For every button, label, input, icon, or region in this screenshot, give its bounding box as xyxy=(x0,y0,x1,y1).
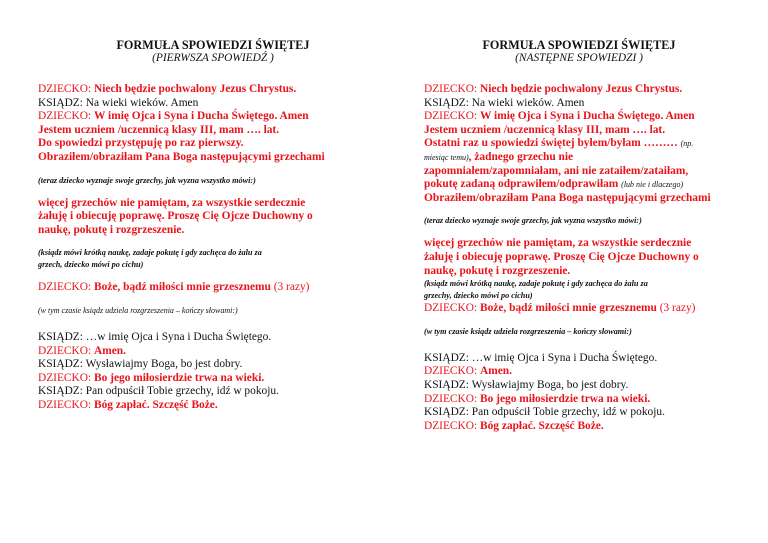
left-prayer-line-1: więcej grzechów nie pamiętam, za wszystkie serdecznie xyxy=(38,196,306,209)
left-title: FORMUŁA SPOWIEDZI ŚWIĘTEJ xyxy=(116,38,310,52)
left-line-first-confession: Do spowiedzi przystępuję po raz pierwszy. xyxy=(38,137,244,150)
dialogue-text: Bo jego miłosierdzie trwa na wieki. xyxy=(480,392,651,405)
right-line-no-sin-forgotten xyxy=(424,151,734,165)
repeat-count: (3 razy) xyxy=(273,281,310,294)
dialogue-text: pokutę zadaną odprawiłem/odprawiłam xyxy=(424,178,619,191)
speaker-label: KSIĄDZ: xyxy=(424,96,469,109)
speaker-label: KSIĄDZ: xyxy=(38,330,83,343)
speaker-label: KSIĄDZ: xyxy=(424,378,469,391)
speaker-label: DZIECKO: xyxy=(38,83,92,95)
dialogue-text: Boże, bądź miłości mnie grzesznemu xyxy=(480,302,657,315)
dialogue-text: Wysławiajmy Boga, bo jest dobry. xyxy=(471,378,629,391)
dialogue-text: Amen. xyxy=(94,344,126,357)
right-prayer-line-1: więcej grzechów nie pamiętam, za wszystkie serdecznie xyxy=(424,237,692,250)
dialogue-text: Boże, bądź miłości mnie grzesznemu xyxy=(94,281,271,294)
left-note-penance-1: (ksiądz mówi krótką naukę, zadaje pokutę i gdy zachęca do żalu za xyxy=(38,248,262,258)
dialogue-text: Na wieki wieków. Amen xyxy=(471,96,585,109)
right-note-penance-2: grzechy, dziecko mówi po cichu) xyxy=(424,291,533,301)
repeat-count: (3 razy) xyxy=(659,302,696,315)
dialogue-text: Amen. xyxy=(480,365,512,378)
right-prayer-line-2: żałuję i obiecuję poprawę. Proszę Cię Ojcze Duchowny o xyxy=(424,250,699,263)
left-line-response xyxy=(38,97,388,111)
right-ending-6 xyxy=(424,420,734,434)
right-line-not-hidden: zapomniałem/zapomniałam, ani nie zataiłem/zataiłam, xyxy=(424,164,689,177)
left-subtitle: (PIERWSZA SPOWIEDŹ ) xyxy=(152,52,274,64)
right-line-greeting xyxy=(424,83,734,97)
dialogue-text: W imię Ojca i Syna i Ducha Świętego. Amen xyxy=(480,110,695,123)
speaker-label: KSIĄDZ: xyxy=(424,351,469,364)
right-line-penance-done xyxy=(424,178,734,192)
left-ending-5 xyxy=(38,385,388,399)
right-note-confess: (teraz dziecko wyznaje swoje grzechy, jak wyzna wszystko mówi:) xyxy=(424,216,642,226)
left-note-confess: (teraz dziecko wyznaje swoje grzechy, jak wyzna wszystko mówi:) xyxy=(38,175,256,185)
speaker-label: DZIECKO: xyxy=(424,110,478,123)
speaker-label: DZIECKO: xyxy=(424,302,478,315)
hint-text: (lub nie i dlaczego) xyxy=(621,180,684,190)
speaker-label: DZIECKO: xyxy=(38,281,92,294)
left-note-absolution: (w tym czasie ksiądz udziela rozgrzeszenia – kończy słowami:) xyxy=(38,305,238,315)
speaker-label: DZIECKO: xyxy=(38,344,92,357)
left-ending-4 xyxy=(38,372,388,386)
dialogue-text: Bo jego miłosierdzie trwa na wieki. xyxy=(94,371,265,384)
left-line-sign-of-cross xyxy=(38,110,388,124)
dialogue-text: Bóg zapłać. Szczęść Boże. xyxy=(480,419,604,432)
left-ending-1 xyxy=(38,331,388,345)
left-column xyxy=(38,38,388,413)
dialogue-text: Niech będzie pochwalony Jezus Chrystus. xyxy=(480,83,683,95)
left-note-penance-2: grzech, dziecko mówi po cichu) xyxy=(38,260,144,270)
hint-text: miesiąc temu) xyxy=(424,152,469,162)
right-note-penance-1: (ksiądz mówi krótką naukę, zadaje pokutę i gdy zachęca do żalu za xyxy=(424,279,648,289)
left-line-offended: Obraziłem/obraziłam Pana Boga następującymi grzechami xyxy=(38,150,325,163)
right-note-absolution: (w tym czasie ksiądz udziela rozgrzeszenia – kończy słowami:) xyxy=(424,326,632,336)
left-ending-6 xyxy=(38,399,388,413)
right-prayer-line-3: naukę, pokutę i rozgrzeszenie. xyxy=(424,264,571,277)
speaker-label: DZIECKO: xyxy=(38,110,92,123)
dialogue-text: Bóg zapłać. Szczęść Boże. xyxy=(94,398,218,411)
speaker-label: DZIECKO: xyxy=(424,83,478,95)
speaker-label: DZIECKO: xyxy=(38,398,92,411)
speaker-label: DZIECKO: xyxy=(424,392,478,405)
dialogue-text: Pan odpuścił Tobie grzechy, idź w pokoju. xyxy=(471,406,665,419)
dialogue-text: W imię Ojca i Syna i Ducha Świętego. Amen xyxy=(94,110,309,123)
left-line-greeting xyxy=(38,83,388,97)
left-prayer-line-3: naukę, pokutę i rozgrzeszenie. xyxy=(38,223,185,236)
right-ending-2 xyxy=(424,365,734,379)
speaker-label: DZIECKO: xyxy=(424,365,478,378)
right-line-sign-of-cross xyxy=(424,110,734,124)
right-line-contrition xyxy=(424,302,734,316)
right-column xyxy=(424,38,734,433)
dialogue-text: Ostatni raz u spowiedzi świętej byłem/byłam ……… xyxy=(424,137,678,150)
right-line-class: Jestem uczniem /uczennicą klasy III, mam …. lat. xyxy=(424,123,666,136)
dialogue-text: …w imię Ojca i Syna i Ducha Świętego. xyxy=(471,351,658,364)
speaker-label: KSIĄDZ: xyxy=(424,406,469,419)
dialogue-text: Na wieki wieków. Amen xyxy=(85,96,199,109)
speaker-label: KSIĄDZ: xyxy=(38,358,83,371)
right-ending-3 xyxy=(424,379,734,393)
speaker-label: KSIĄDZ: xyxy=(38,96,83,109)
right-line-offended: Obraziłem/obraziłam Pana Boga następującymi grzechami xyxy=(424,191,711,204)
hint-text: (np. xyxy=(680,139,694,149)
left-prayer-line-2: żałuję i obiecuję poprawę. Proszę Cię Ojcze Duchowny o xyxy=(38,210,313,223)
left-ending-3 xyxy=(38,358,388,372)
left-ending-2 xyxy=(38,345,388,359)
right-line-response xyxy=(424,97,734,111)
right-ending-1 xyxy=(424,352,734,366)
speaker-label: KSIĄDZ: xyxy=(38,385,83,398)
right-subtitle: (NASTĘPNE SPOWIEDZI ) xyxy=(515,52,643,64)
dialogue-text: Niech będzie pochwalony Jezus Chrystus. xyxy=(94,83,297,95)
right-line-last-confession xyxy=(424,137,734,151)
dialogue-text: Pan odpuścił Tobie grzechy, idź w pokoju. xyxy=(85,385,279,398)
right-ending-5 xyxy=(424,406,734,420)
dialogue-text: Wysławiajmy Boga, bo jest dobry. xyxy=(85,358,243,371)
speaker-label: DZIECKO: xyxy=(38,371,92,384)
right-ending-4 xyxy=(424,393,734,407)
dialogue-text: , żadnego grzechu nie xyxy=(468,150,574,163)
right-title: FORMUŁA SPOWIEDZI ŚWIĘTEJ xyxy=(482,38,676,52)
dialogue-text: …w imię Ojca i Syna i Ducha Świętego. xyxy=(85,330,272,343)
speaker-label: DZIECKO: xyxy=(424,419,478,432)
left-line-class: Jestem uczniem /uczennicą klasy III, mam …. lat. xyxy=(38,123,280,136)
left-line-contrition xyxy=(38,281,388,295)
